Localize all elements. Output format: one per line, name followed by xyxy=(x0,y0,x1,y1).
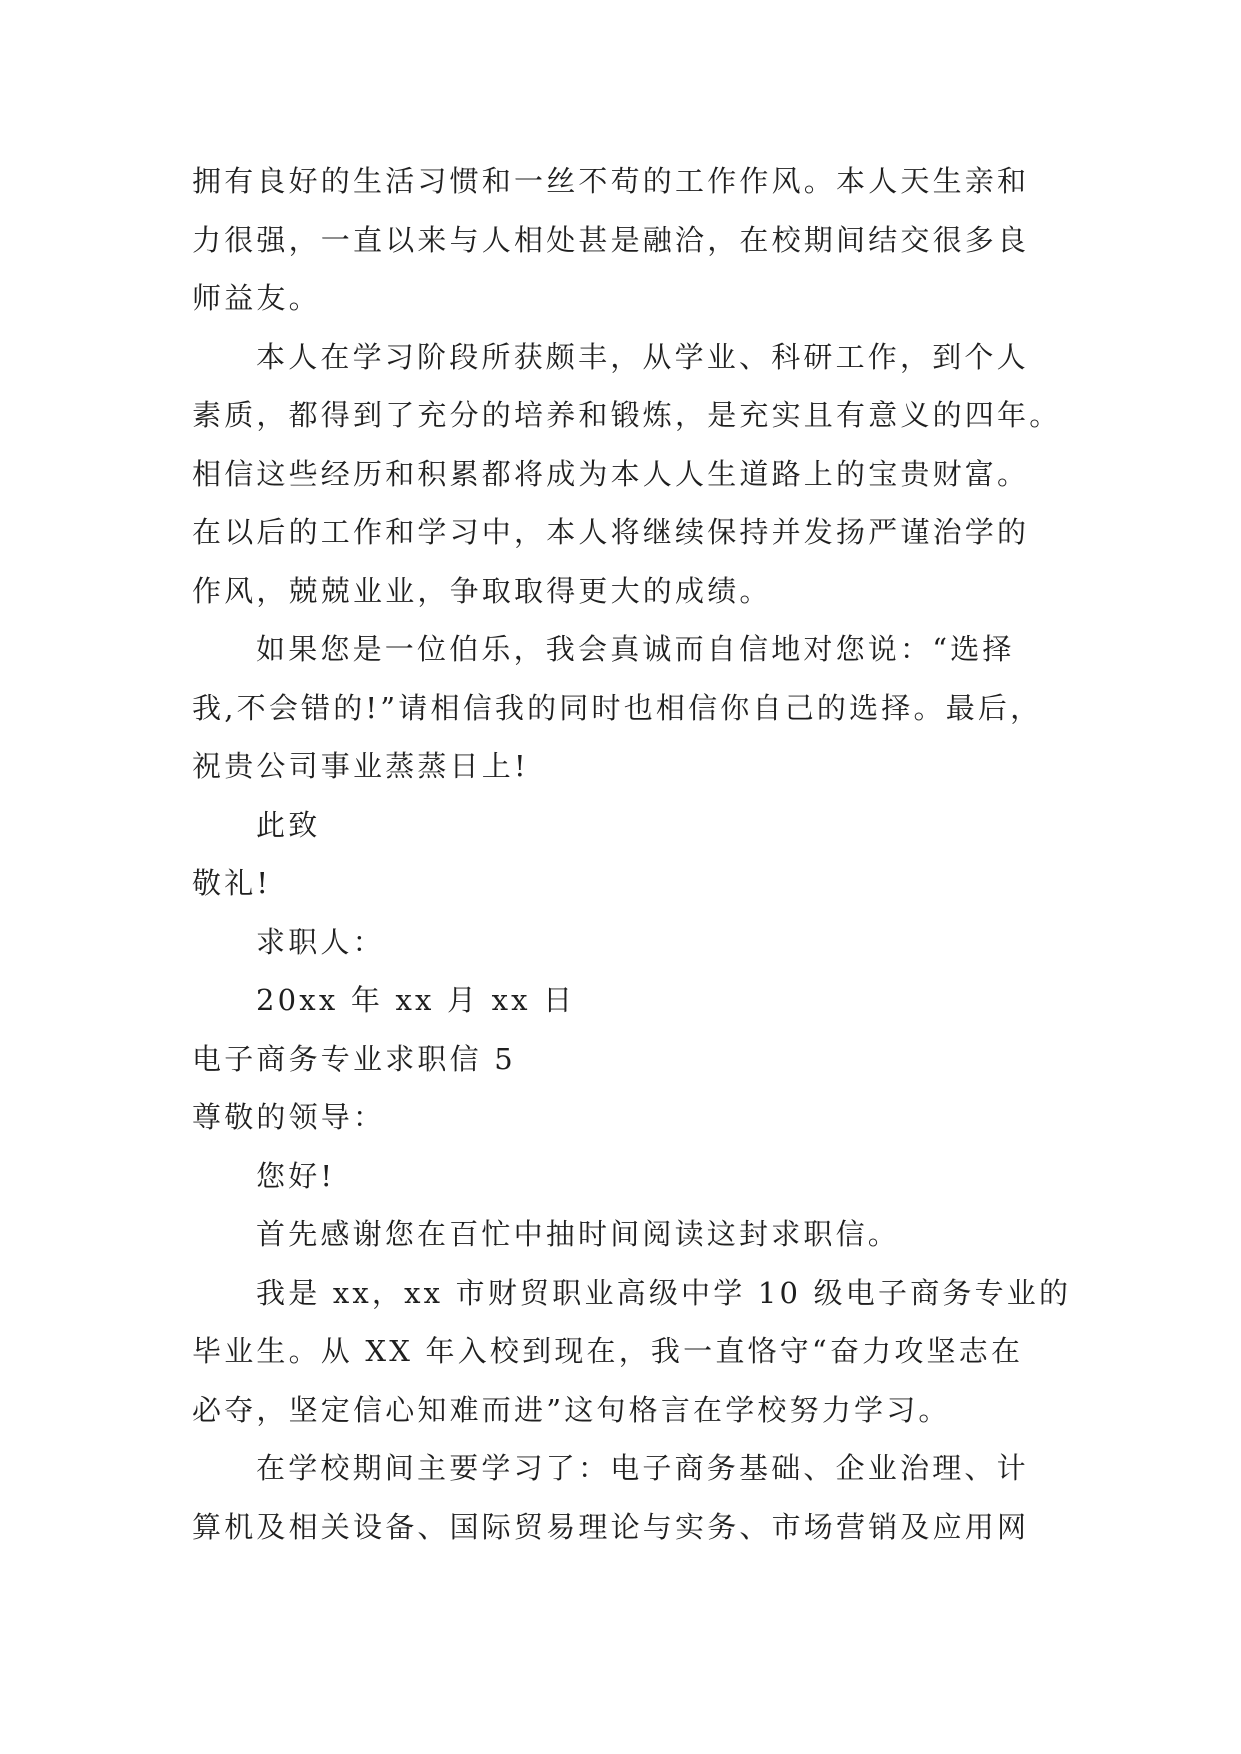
text-line: 在学校期间主要学习了：电子商务基础、企业治理、计 xyxy=(256,1451,1029,1485)
text-line: 如果您是一位伯乐，我会真诚而自信地对您说：“选择 xyxy=(256,632,1015,666)
text-line: 首先感谢您在百忙中抽时间阅读这封求职信。 xyxy=(256,1217,901,1251)
text-line: 拥有良好的生活习惯和一丝不苟的工作作风。本人天生亲和 xyxy=(192,164,1030,198)
letter-body xyxy=(192,152,1072,1556)
text-line: 相信这些经历和积累都将成为本人人生道路上的宝贵财富。 xyxy=(192,456,1030,491)
text-line: 电子商务专业求职信 5 xyxy=(192,1041,516,1076)
text-line: 20xx 年 xx 月 xx 日 xyxy=(256,983,576,1017)
text-line: 素质，都得到了充分的培养和锻炼，是充实且有意义的四年。 xyxy=(192,398,1062,432)
text-line: 必夺，坚定信心知难而进”这句格言在学校努力学习。 xyxy=(192,1392,951,1427)
text-line: 在以后的工作和学习中，本人将继续保持并发扬严谨治学的 xyxy=(192,515,1030,549)
text-line: 师益友。 xyxy=(192,281,321,315)
text-line: 作风，兢兢业业，争取取得更大的成绩。 xyxy=(192,573,772,608)
text-line: 我,不会错的!”请相信我的同时也相信你自己的选择。最后， xyxy=(192,690,1043,725)
text-line: 我是 xx，xx 市财贸职业高级中学 10 级电子商务专业的 xyxy=(256,1275,1072,1310)
text-line: 祝贵公司事业蒸蒸日上! xyxy=(192,749,529,783)
text-line: 力很强，一直以来与人相处甚是融洽，在校期间结交很多良 xyxy=(192,222,1030,257)
text-line: 求职人： xyxy=(256,924,385,959)
text-line: 本人在学习阶段所获颇丰，从学业、科研工作，到个人 xyxy=(256,339,1029,374)
text-line: 敬礼! xyxy=(192,866,272,900)
text-line: 算机及相关设备、国际贸易理论与实务、市场营销及应用网 xyxy=(192,1509,1030,1544)
text-line: 您好! xyxy=(256,1158,336,1193)
text-line: 尊敬的领导： xyxy=(192,1100,386,1134)
text-line: 毕业生。从 XX 年入校到现在，我一直恪守“奋力攻坚志在 xyxy=(192,1334,1024,1368)
text-line: 此致 xyxy=(256,807,321,842)
